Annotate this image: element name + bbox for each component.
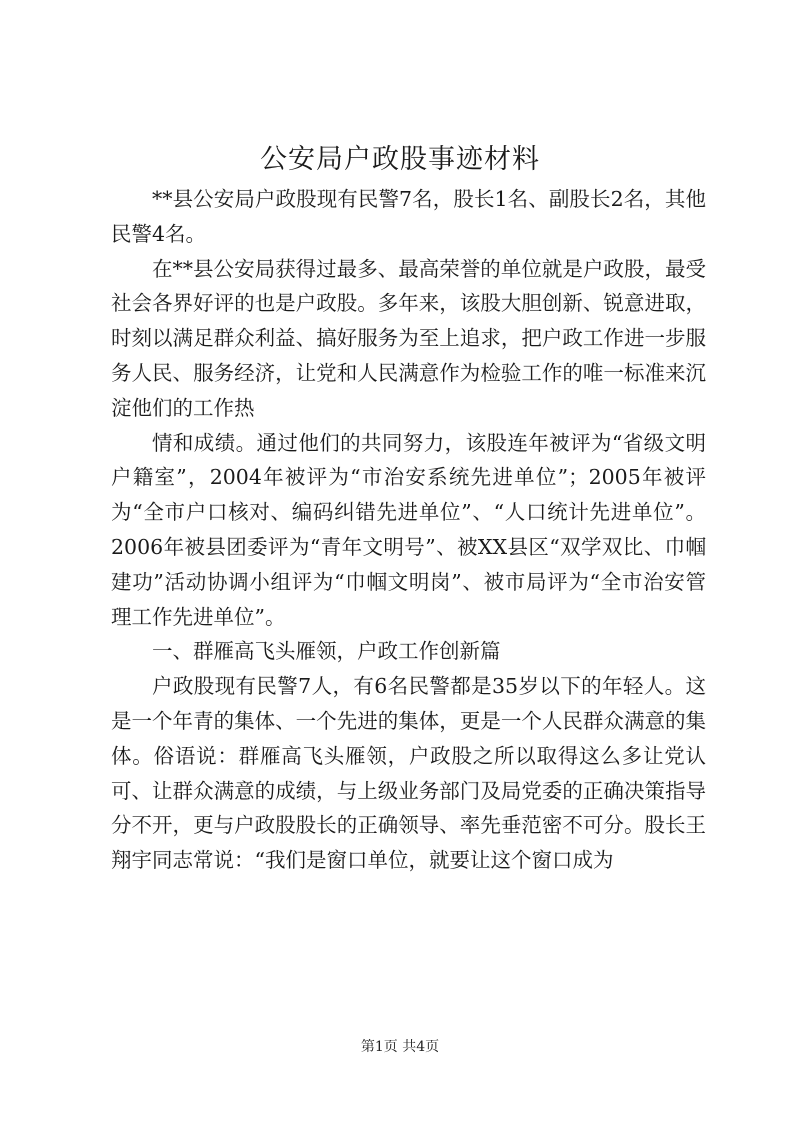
paragraph-staff-overview: **县公安局户政股现有民警7名，股长1名、副股长2名，其他民警4名。: [111, 187, 706, 246]
paragraph-awards: 情和成绩。通过他们的共同努力，该股连年被评为“省级文明户籍室”，2004年被评为“市治安系统先进单位”；2005年被评为“全市户口核对、编码纠错先进单位”、“人口统计先进单位”。2006年被县团委评为“青年文明号”、被XX县区“双学双比、巾帼建功”活动协调小组评为“巾帼文明岗”、被市局评为“全市治安管理工作先进单位”。: [111, 430, 706, 629]
document-title: 公安局户政股事迹材料: [260, 144, 540, 175]
section-heading-1: 一、群雁高飞头雁领，户政工作创新篇: [152, 639, 501, 664]
paragraph-team-leadership: 户政股现有民警7人，有6名民警都是35岁以下的年轻人。这是一个年青的集体、一个先进的集体，更是一个人民群众满意的集体。俗语说：群雁高飞头雁领，户政股之所以取得这么多让党认可、让群众满意的成绩，与上级业务部门及局党委的正确决策指导分不开，更与户政股股长的正确领导、率先垂范密不可分。股长王翔宇同志常说：“我们是窗口单位，就要让这个窗口成为: [111, 674, 706, 873]
document-body: [111, 182, 706, 878]
paragraph-honors-intro: 在**县公安局获得过最多、最高荣誉的单位就是户政股，最受社会各界好评的也是户政股。多年来，该股大胆创新、锐意进取，时刻以满足群众利益、搞好服务为至上追求，把户政工作进一步服务人民、服务经济，让党和人民满意作为检验工作的唯一标准来沉淀他们的工作热: [111, 256, 706, 420]
page-number-footer: 第1页 共4页: [360, 1039, 440, 1055]
